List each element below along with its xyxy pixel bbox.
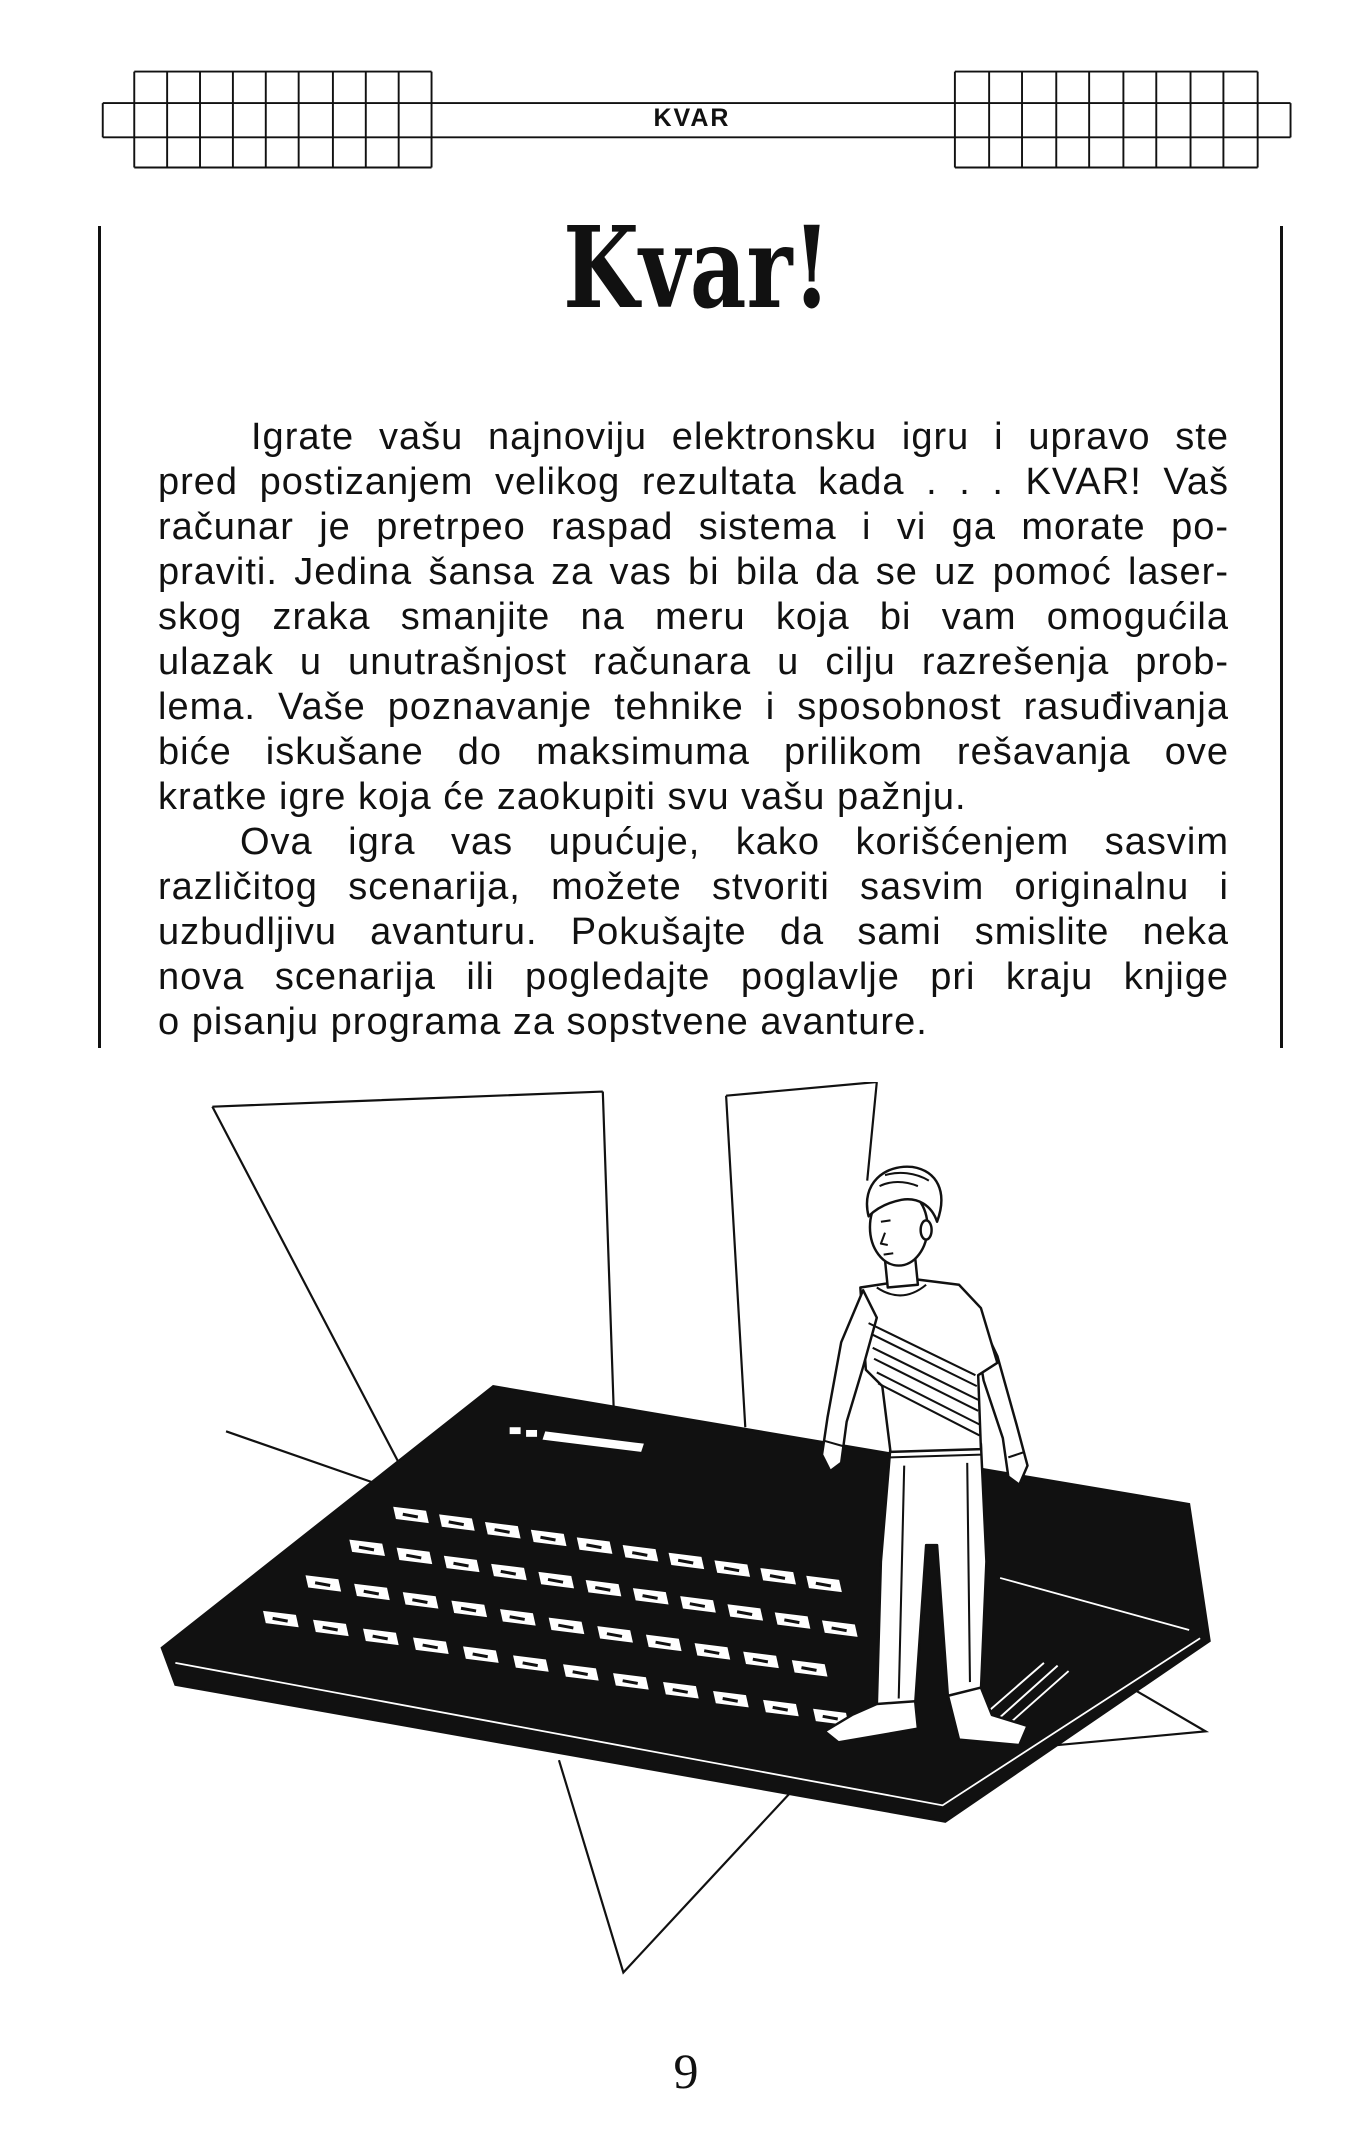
text-line: uzbudljivu avanturu. Pokušajte da sami smislite neka	[158, 911, 1229, 953]
header-grid-left	[103, 71, 432, 167]
person-sweater	[860, 1280, 997, 1453]
person-left-arm	[822, 1291, 877, 1472]
text-line: kratke igre koja će zaokupiti svu vašu pažnju.	[158, 776, 967, 818]
text-line: računar je pretrpeo raspad sistema i vi ga morate po-	[158, 506, 1229, 548]
chapter-title: Kvar!	[563, 203, 831, 334]
header-grid-right	[955, 71, 1291, 167]
text-line: lema. Vaše poznavanje tehnike i sposobnost rasuđivanja	[158, 686, 1229, 728]
indicator-dot	[510, 1428, 521, 1435]
text-line: o pisanju programa za sopstvene avanture.	[158, 1001, 928, 1043]
text-line: Ova igra vas upućuje, kako korišćenjem sasvim	[240, 821, 1229, 863]
running-title: KVAR	[653, 104, 731, 132]
text-line: biće iskušane do maksimuma prilikom rešavanja ove	[158, 731, 1229, 773]
text-line: Igrate vašu najnoviju elektronsku igru i upravo ste	[251, 416, 1229, 458]
page-number: 9	[673, 2043, 699, 2099]
text-line: nova scenarija ili pogledajte poglavlje pri kraju knjige	[158, 956, 1229, 998]
laser-beam-bottom	[559, 1760, 801, 1972]
paragraph	[158, 820, 1229, 1045]
text-line: praviti. Jedina šansa za vas bi bila da se uz pomoć laser-	[158, 551, 1229, 593]
text-line: pred postizanjem velikog rezultata kada . . . KVAR! Vaš	[158, 461, 1229, 503]
left-rule	[98, 226, 101, 1048]
right-rule	[1280, 226, 1283, 1048]
person-ear	[921, 1221, 932, 1240]
paragraph	[158, 415, 1229, 820]
text-line: ulazak u unutrašnjost računara u cilju razrešenja prob-	[158, 641, 1229, 683]
indicator-dot	[526, 1430, 537, 1437]
text-line: različitog scenarija, možete stvoriti sasvim originalnu i	[158, 866, 1229, 908]
body-text	[158, 415, 1229, 1045]
text-line: skog zraka smanjite na meru koja bi vam omogućila	[158, 596, 1229, 638]
computer-illustration	[0, 1082, 1370, 2000]
